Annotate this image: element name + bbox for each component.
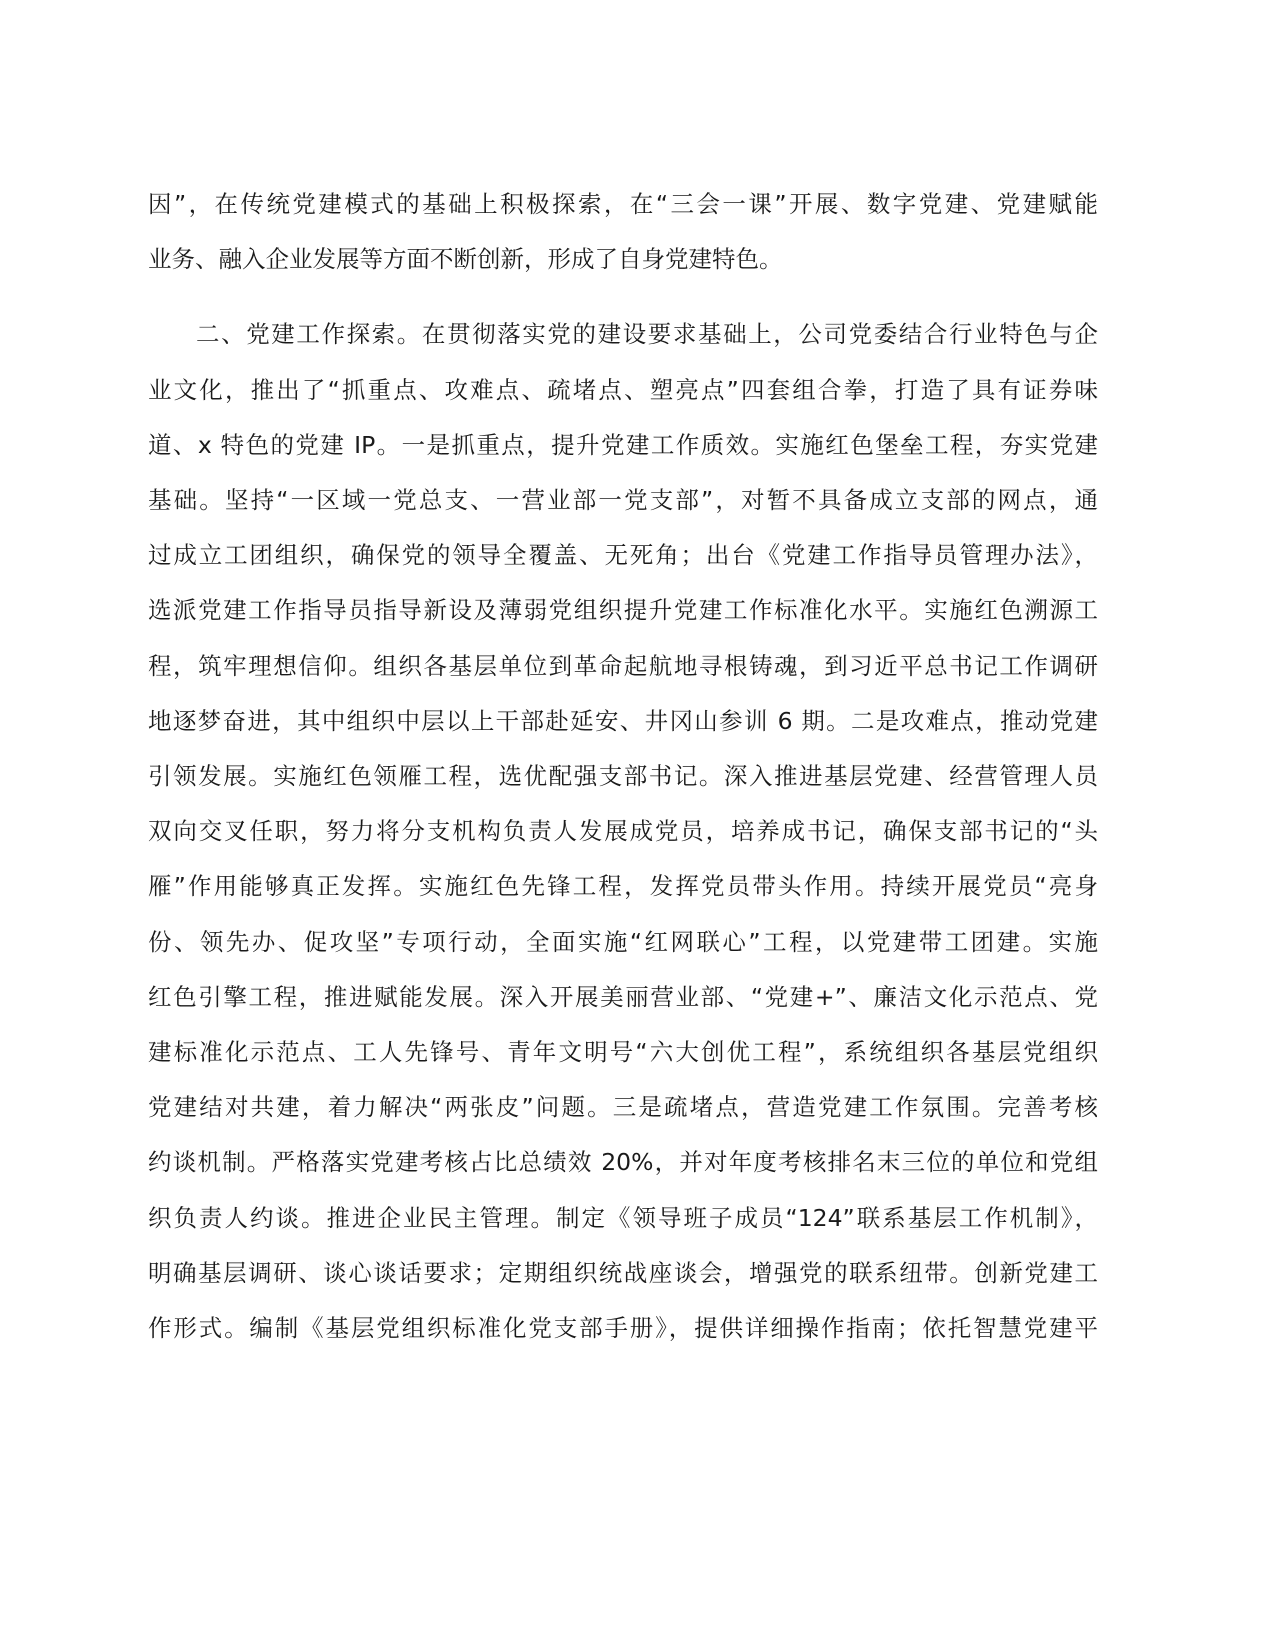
text-line: 地逐梦奋进，其中组织中层以上干部赴延安、井冈山参训 6 期。二是攻难点，推动党建 <box>148 707 1098 735</box>
text-line: 因”，在传统党建模式的基础上积极探索，在“三会一课”开展、数字党建、党建赋能 <box>148 190 1098 218</box>
text-line: 织负责人约谈。推进企业民主管理。制定《领导班子成员“124”联系基层工作机制》， <box>148 1204 1098 1232</box>
text-line: 程，筑牢理想信仰。组织各基层单位到革命起航地寻根铸魂，到习近平总书记工作调研 <box>148 652 1098 680</box>
text-line: 业务、融入企业发展等方面不断创新，形成了自身党建特色。 <box>148 245 783 273</box>
text-line: 双向交叉任职，努力将分支机构负责人发展成党员，培养成书记，确保支部书记的“头 <box>148 817 1098 845</box>
text-line: 约谈机制。严格落实党建考核占比总绩效 20%，并对年度考核排名末三位的单位和党组 <box>148 1148 1098 1176</box>
text-line: 党建结对共建，着力解决“两张皮”问题。三是疏堵点，营造党建工作氛围。完善考核 <box>148 1093 1098 1121</box>
text-line: 明确基层调研、谈心谈话要求；定期组织统战座谈会，增强党的联系纽带。创新党建工 <box>148 1259 1098 1287</box>
text-line: 建标准化示范点、工人先锋号、青年文明号“六大创优工程”，系统组织各基层党组织 <box>148 1038 1098 1066</box>
text-line: 二、党建工作探索。在贯彻落实党的建设要求基础上，公司党委结合行业特色与企 <box>196 320 1098 348</box>
text-line: 雁”作用能够真正发挥。实施红色先锋工程，发挥党员带头作用。持续开展党员“亮身 <box>148 872 1098 900</box>
text-line: 道、x 特色的党建 IP。一是抓重点，提升党建工作质效。实施红色堡垒工程，夯实党建 <box>148 431 1098 459</box>
text-line: 引领发展。实施红色领雁工程，选优配强支部书记。深入推进基层党建、经营管理人员 <box>148 762 1098 790</box>
text-line: 份、领先办、促攻坚”专项行动，全面实施“红网联心”工程，以党建带工团建。实施 <box>148 928 1098 956</box>
text-line: 过成立工团组织，确保党的领导全覆盖、无死角；出台《党建工作指导员管理办法》， <box>148 541 1098 569</box>
text-line: 作形式。编制《基层党组织标准化党支部手册》，提供详细操作指南；依托智慧党建平 <box>148 1314 1098 1342</box>
text-line: 基础。坚持“一区域一党总支、一营业部一党支部”，对暂不具备成立支部的网点，通 <box>148 486 1098 514</box>
text-line: 业文化，推出了“抓重点、攻难点、疏堵点、塑亮点”四套组合拳，打造了具有证券味 <box>148 376 1098 404</box>
text-line: 选派党建工作指导员指导新设及薄弱党组织提升党建工作标准化水平。实施红色溯源工 <box>148 596 1098 624</box>
text-line: 红色引擎工程，推进赋能发展。深入开展美丽营业部、“党建+”、廉洁文化示范点、党 <box>148 983 1098 1011</box>
